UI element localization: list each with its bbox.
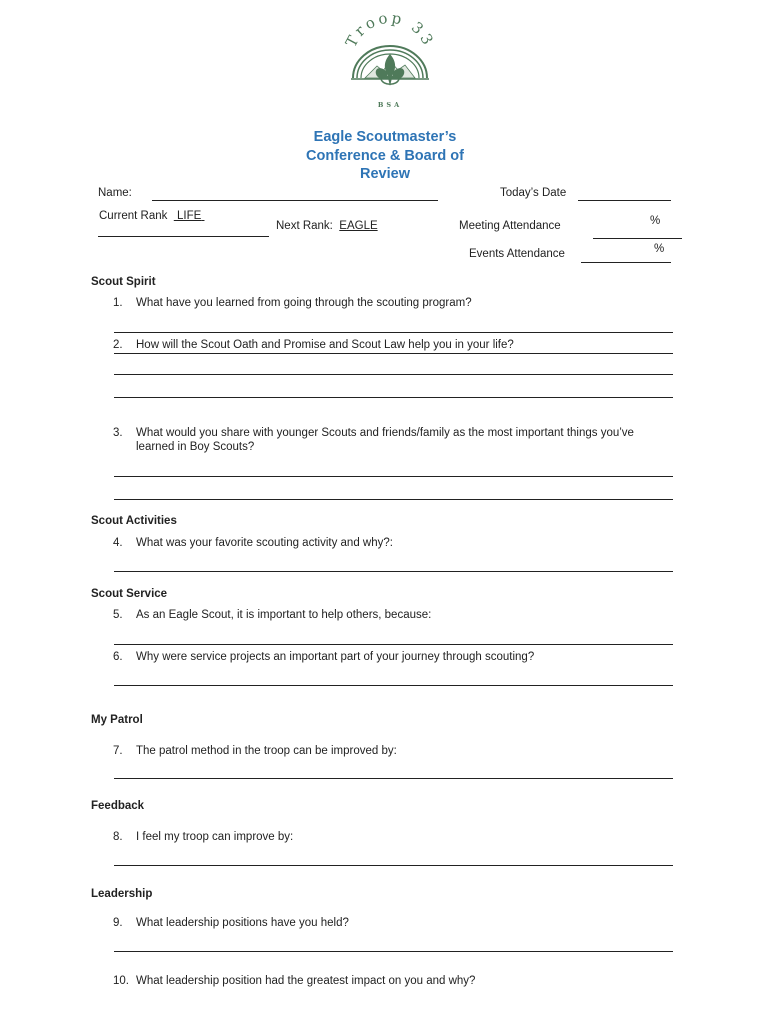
events-percent-sign: % [654, 243, 665, 255]
answer-line[interactable] [114, 951, 673, 952]
meeting-percent-sign: % [650, 215, 661, 227]
section-scout-activities: Scout Activities [91, 515, 177, 527]
answer-line[interactable] [114, 476, 673, 477]
question-number: 2. [113, 339, 123, 351]
question-number: 4. [113, 537, 123, 549]
section-scout-spirit: Scout Spirit [91, 276, 156, 288]
svg-text:Troop 33: Troop 33 [341, 14, 439, 51]
question-text-continued: learned in Boy Scouts? [136, 441, 255, 453]
question-text: Why were service projects an important part of your journey through scouting? [136, 651, 535, 663]
question-number: 8. [113, 831, 123, 843]
answer-line[interactable] [114, 865, 673, 866]
question-number: 1. [113, 297, 123, 309]
question-number: 10. [113, 975, 129, 987]
section-scout-service: Scout Service [91, 588, 168, 600]
date-field[interactable] [578, 200, 671, 201]
question-text: What would you share with younger Scouts and friends/family as the most important things you’ve [136, 427, 634, 439]
date-label: Today’s Date [500, 187, 567, 199]
meeting-attendance-field[interactable] [593, 238, 682, 239]
question-number: 5. [113, 609, 123, 621]
question-number: 9. [113, 917, 123, 929]
question-text: What was your favorite scouting activity and why?: [136, 537, 393, 549]
current-rank-label: Current Rank LIFE [99, 210, 202, 222]
current-rank-value: LIFE [176, 210, 202, 222]
question-text: The patrol method in the troop can be improved by: [136, 745, 397, 757]
name-label: Name: [98, 187, 132, 199]
question-number: 7. [113, 745, 123, 757]
question-text: What have you learned from going through the scouting program? [136, 297, 472, 309]
question-text: What leadership position had the greatest impact on you and why? [136, 975, 476, 987]
next-rank-label: Next Rank: EAGLE [276, 220, 378, 232]
title-line-3: Review [360, 166, 410, 182]
answer-line[interactable] [114, 353, 673, 354]
page-title [0, 128, 770, 184]
answer-line[interactable] [114, 397, 673, 398]
answer-line[interactable] [114, 778, 673, 779]
section-leadership: Leadership [91, 888, 153, 900]
events-attendance-field[interactable] [581, 262, 671, 263]
current-rank-field[interactable] [98, 236, 269, 237]
section-my-patrol: My Patrol [91, 714, 143, 726]
question-text: I feel my troop can improve by: [136, 831, 294, 843]
answer-line[interactable] [114, 374, 673, 375]
answer-line[interactable] [114, 644, 673, 645]
events-attendance-label: Events Attendance [469, 248, 565, 260]
question-text: How will the Scout Oath and Promise and Scout Law help you in your life? [136, 339, 514, 351]
fleur-de-lis-icon [335, 14, 445, 114]
title-line-2: Conference & Board of [306, 147, 464, 164]
meeting-attendance-label: Meeting Attendance [459, 220, 561, 232]
name-field[interactable] [152, 200, 438, 201]
question-text: What leadership positions have you held? [136, 917, 349, 929]
next-rank-value: EAGLE [339, 220, 378, 232]
troop-logo [335, 14, 445, 114]
question-number: 3. [113, 427, 123, 439]
title-line-1: Eagle Scoutmaster’s [313, 129, 457, 145]
question-number: 6. [113, 651, 123, 663]
answer-line[interactable] [114, 685, 673, 686]
answer-line[interactable] [114, 499, 673, 500]
answer-line[interactable] [114, 571, 673, 572]
svg-text:BSA: BSA [377, 101, 403, 109]
answer-line[interactable] [114, 332, 673, 333]
question-text: As an Eagle Scout, it is important to help others, because: [136, 609, 432, 621]
section-feedback: Feedback [91, 800, 145, 812]
